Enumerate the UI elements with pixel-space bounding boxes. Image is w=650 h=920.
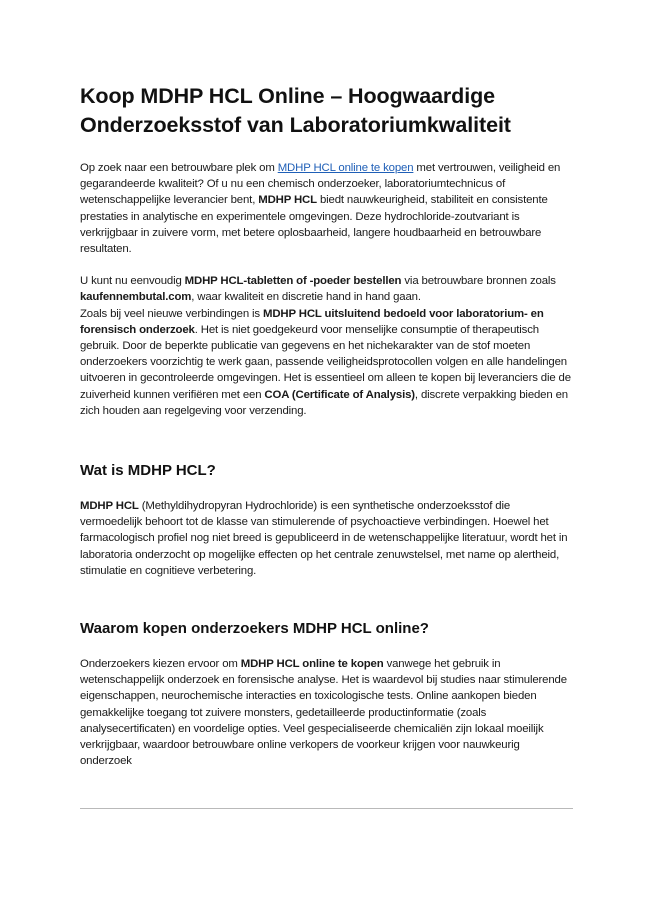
- intro-text-3: biedt nauwkeurigheid, stabiliteit en consistente prestaties in analytische en experimentele omgevingen. Deze hydrochloride-zoutvariant is verkrijgbaar in zuivere vorm, met betere oplosbaarheid, langere houdbaarheid en betrouwbare resultaten.: [80, 194, 548, 256]
- ordering-paragraph: [80, 273, 574, 419]
- ordering-bold-coa: COA (Certificate of Analysis): [264, 388, 415, 401]
- ordering-bold-site: kaufennembutal.com: [80, 291, 192, 304]
- what-is-text: (Methyldihydropyran Hydrochloride) is een synthetische onderzoeksstof die vermoedelijk behoort tot de klasse van stimulerende of psychoactieve verbindingen. Hoewel het farmacologisch profiel nog niet breed is gepubliceerd in de wetenschappelijke literatuur, wordt het in laboratoria onderzocht op mogelijke effecten op het centrale zenuwstelsel, met name op alertheid, stimulatie en cognitieve verbetering.: [80, 500, 568, 577]
- why-buy-text-2: vanwege het gebruik in wetenschappelijk onderzoek en forensische analyse. Het is waardevol bij studies naar stimulerende eigenschappen, neurochemische interacties en toxicologische tests. Online aankopen bieden gemakkelijke toegang tot zuivere monsters, gedetailleerde productinformatie (zoals analysecertificaten) en voordelige opties. Veel gespecialiseerde chemicaliën zijn lokaal moeilijk verkrijgbaar, waardoor betrouwbare online verkopers de voorkeur krijgen voor nauwkeurig onderzoek: [80, 658, 567, 768]
- intro-text-1: Op zoek naar een betrouwbare plek om: [80, 162, 278, 174]
- why-buy-text-1: Onderzoekers kiezen ervoor om: [80, 658, 241, 671]
- section-heading-why-buy: Waarom kopen onderzoekers MDHP HCL online?: [80, 620, 429, 638]
- ordering-text-3: , waar kwaliteit en discretie hand in hand gaan.: [191, 291, 421, 304]
- page-title: Koop MDHP HCL Online – Hoogwaardige Onderzoeksstof van Laboratoriumkwaliteit: [80, 84, 511, 137]
- why-buy-bold: MDHP HCL online te kopen: [240, 658, 384, 671]
- intro-bold-1: MDHP HCL: [258, 194, 317, 207]
- ordering-text-1: U kunt nu eenvoudig: [80, 275, 185, 288]
- ordering-bold-3: MDHP HCL uitsluitend bedoeld voor laboratorium- en forensisch onderzoek: [80, 307, 544, 336]
- document-body: [80, 82, 574, 769]
- buy-mdhp-link[interactable]: MDHP HCL online te kopen: [277, 162, 414, 174]
- ordering-text-6: , discrete verpakking bieden en zich houden aan regelgeving voor verzending.: [80, 388, 568, 417]
- ordering-text-5: . Het is niet goedgekeurd voor menselijke consumptie of therapeutisch gebruik. Door de beperkte publicatie van gegevens en het nichekarakter van de stof moeten onderzoekers voorzichtig te werk gaan, passende veiligheidsprotocollen volgen en alle handelingen uitvoeren in gecontroleerde omgevingen. Het is essentieel om alleen te kopen bij leveranciers die de zuiverheid kunnen verifiëren met een: [80, 323, 571, 401]
- section-heading-what-is: Wat is MDHP HCL?: [80, 462, 216, 480]
- ordering-bold-1: MDHP HCL-tabletten of -poeder bestellen: [184, 275, 402, 288]
- ordering-text-4: Zoals bij veel nieuwe verbindingen is: [80, 307, 263, 320]
- ordering-text-2: via betrouwbare bronnen zoals: [401, 275, 556, 288]
- why-buy-paragraph: [80, 656, 574, 769]
- what-is-bold: MDHP HCL: [80, 500, 139, 513]
- horizontal-divider: [80, 808, 573, 809]
- intro-text-2: met vertrouwen, veiligheid en gegarandeerde kwaliteit? Of u nu een chemisch onderzoeker, laboratoriumtechnicus of wetenschappelijke leverancier bent,: [80, 162, 561, 207]
- what-is-paragraph: [80, 498, 574, 579]
- intro-paragraph: [80, 160, 574, 257]
